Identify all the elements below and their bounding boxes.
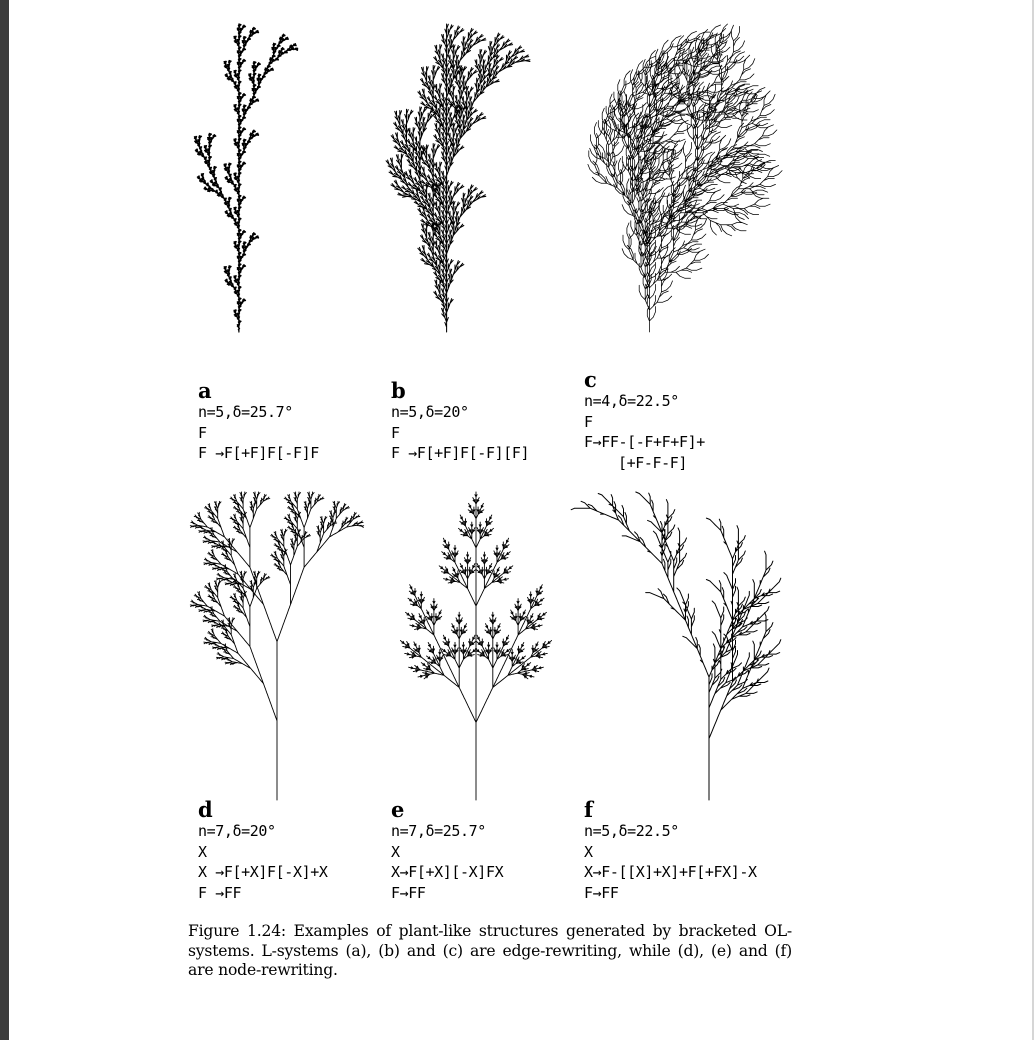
panel-axiom: X (584, 842, 593, 861)
production-rule: F→FF (584, 884, 619, 903)
production-rule: F →F[+F]F[-F][F] (391, 444, 530, 463)
panel-axiom: X (198, 842, 207, 861)
plant-figure-b (378, 22, 538, 334)
panel-axiom: F (391, 423, 400, 442)
panel-params: n=4,δ=22.5° (584, 392, 679, 410)
panel-params: n=5,δ=20° (391, 403, 469, 421)
production-rule: F→FF-[-F+F+F]+ (584, 433, 705, 452)
panel-axiom: F (584, 412, 593, 431)
page-edge-left (0, 0, 9, 1040)
production-rule: X →F[+X]F[-X]+X (198, 863, 328, 882)
production-rule: X→F-[[X]+X]+F[+FX]-X (584, 863, 757, 882)
plant-figure-d (184, 490, 370, 802)
production-rule-continued-text: [+F-F-F] (618, 454, 688, 473)
production-rule: F →F[+F]F[-F]F (198, 444, 319, 463)
plant-branches (194, 24, 297, 332)
production-rule: X→F[+X][-X]FX (391, 863, 504, 882)
panel-axiom: X (391, 842, 400, 861)
plant-branches (190, 492, 363, 800)
panel-d (198, 799, 398, 904)
panel-label: a (198, 378, 212, 403)
plant-figure-a (186, 22, 306, 334)
panel-params: n=5,δ=25.7° (198, 403, 293, 421)
figure-caption: Figure 1.24: Examples of plant-like structures generated by bracketed OL-systems. L-systems (a), (b) and (c) are edge-rewriting, while (d), (e) and (f) are node-rewriting. (188, 922, 792, 979)
plant-branches (588, 24, 782, 332)
panel-params: n=7,δ=25.7° (391, 822, 486, 840)
production-rule: F →FF (198, 884, 242, 903)
plant-branches (571, 492, 781, 800)
plant-branches (386, 24, 530, 332)
panel-f (584, 799, 814, 904)
panel-a (198, 380, 398, 464)
panel-label: e (391, 797, 405, 822)
plant-figure-c (582, 22, 788, 334)
production-rule: F→FF (391, 884, 426, 903)
production-rule-continued (584, 453, 784, 474)
plant-figure-e (396, 490, 556, 802)
panel-params: n=7,δ=20° (198, 822, 276, 840)
panel-c (584, 369, 784, 474)
panel-params: n=5,δ=22.5° (584, 822, 679, 840)
panel-axiom: F (198, 423, 207, 442)
plant-branches (400, 492, 551, 800)
panel-label: c (584, 367, 597, 392)
panel-b (391, 380, 591, 464)
plant-figure-f (566, 490, 786, 802)
panel-label: f (584, 797, 594, 822)
panel-label: b (391, 378, 406, 403)
panel-e (391, 799, 591, 904)
panel-label: d (198, 797, 213, 822)
